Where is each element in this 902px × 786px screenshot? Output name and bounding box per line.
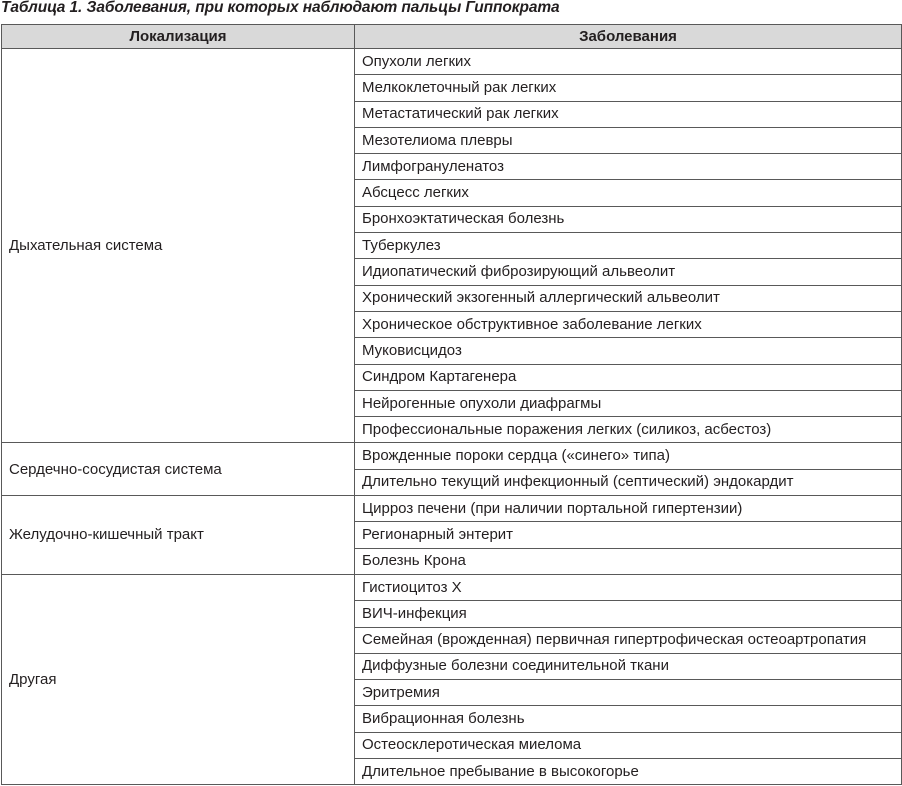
table-row [2,574,902,600]
disease-cell: Хронический экзогенный аллергический альвеолит [355,285,902,311]
disease-cell: Гистиоцитоз X [355,574,902,600]
disease-cell: Семейная (врожденная) первичная гипертрофическая остеоартропатия [355,627,902,653]
header-row [2,25,902,49]
disease-cell: Эритремия [355,680,902,706]
localization-cell: Дыхательная система [2,49,355,443]
disease-cell: Длительное пребывание в высокогорье [355,759,902,785]
disease-cell: Абсцесс легких [355,180,902,206]
disease-cell: Профессиональные поражения легких (силикоз, асбестоз) [355,417,902,443]
column-header-diseases: Заболевания [355,25,902,49]
disease-cell: Идиопатический фиброзирующий альвеолит [355,259,902,285]
disease-cell: Длительно текущий инфекционный (септический) эндокардит [355,469,902,495]
table-row [2,49,902,75]
disease-cell: Бронхоэктатическая болезнь [355,206,902,232]
disease-cell: Мелкоклеточный рак легких [355,75,902,101]
disease-cell: Цирроз печени (при наличии портальной гипертензии) [355,496,902,522]
table-body [2,49,902,785]
disease-cell: Хроническое обструктивное заболевание легких [355,311,902,337]
disease-cell: Опухоли легких [355,49,902,75]
localization-cell: Сердечно-сосудистая система [2,443,355,496]
disease-cell: Остеосклеротическая миелома [355,732,902,758]
disease-cell: Муковисцидоз [355,338,902,364]
localization-cell: Другая [2,574,355,784]
localization-cell: Желудочно-кишечный тракт [2,496,355,575]
disease-cell: ВИЧ-инфекция [355,601,902,627]
disease-cell: Туберкулез [355,233,902,259]
disease-cell: Вибрационная болезнь [355,706,902,732]
disease-cell: Регионарный энтерит [355,522,902,548]
table-header [2,25,902,49]
table-row [2,443,902,469]
column-header-localization: Локализация [2,25,355,49]
disease-cell: Лимфогрануленатоз [355,154,902,180]
table-caption: Таблица 1. Заболевания, при которых наблюдают пальцы Гиппократа [1,0,560,16]
disease-cell: Нейрогенные опухоли диафрагмы [355,390,902,416]
table-row [2,496,902,522]
disease-cell: Диффузные болезни соединительной ткани [355,653,902,679]
disease-cell: Метастатический рак легких [355,101,902,127]
disease-cell: Врожденные пороки сердца («синего» типа) [355,443,902,469]
disease-cell: Болезнь Крона [355,548,902,574]
disease-cell: Синдром Картагенера [355,364,902,390]
diseases-table [1,24,902,785]
disease-cell: Мезотелиома плевры [355,127,902,153]
